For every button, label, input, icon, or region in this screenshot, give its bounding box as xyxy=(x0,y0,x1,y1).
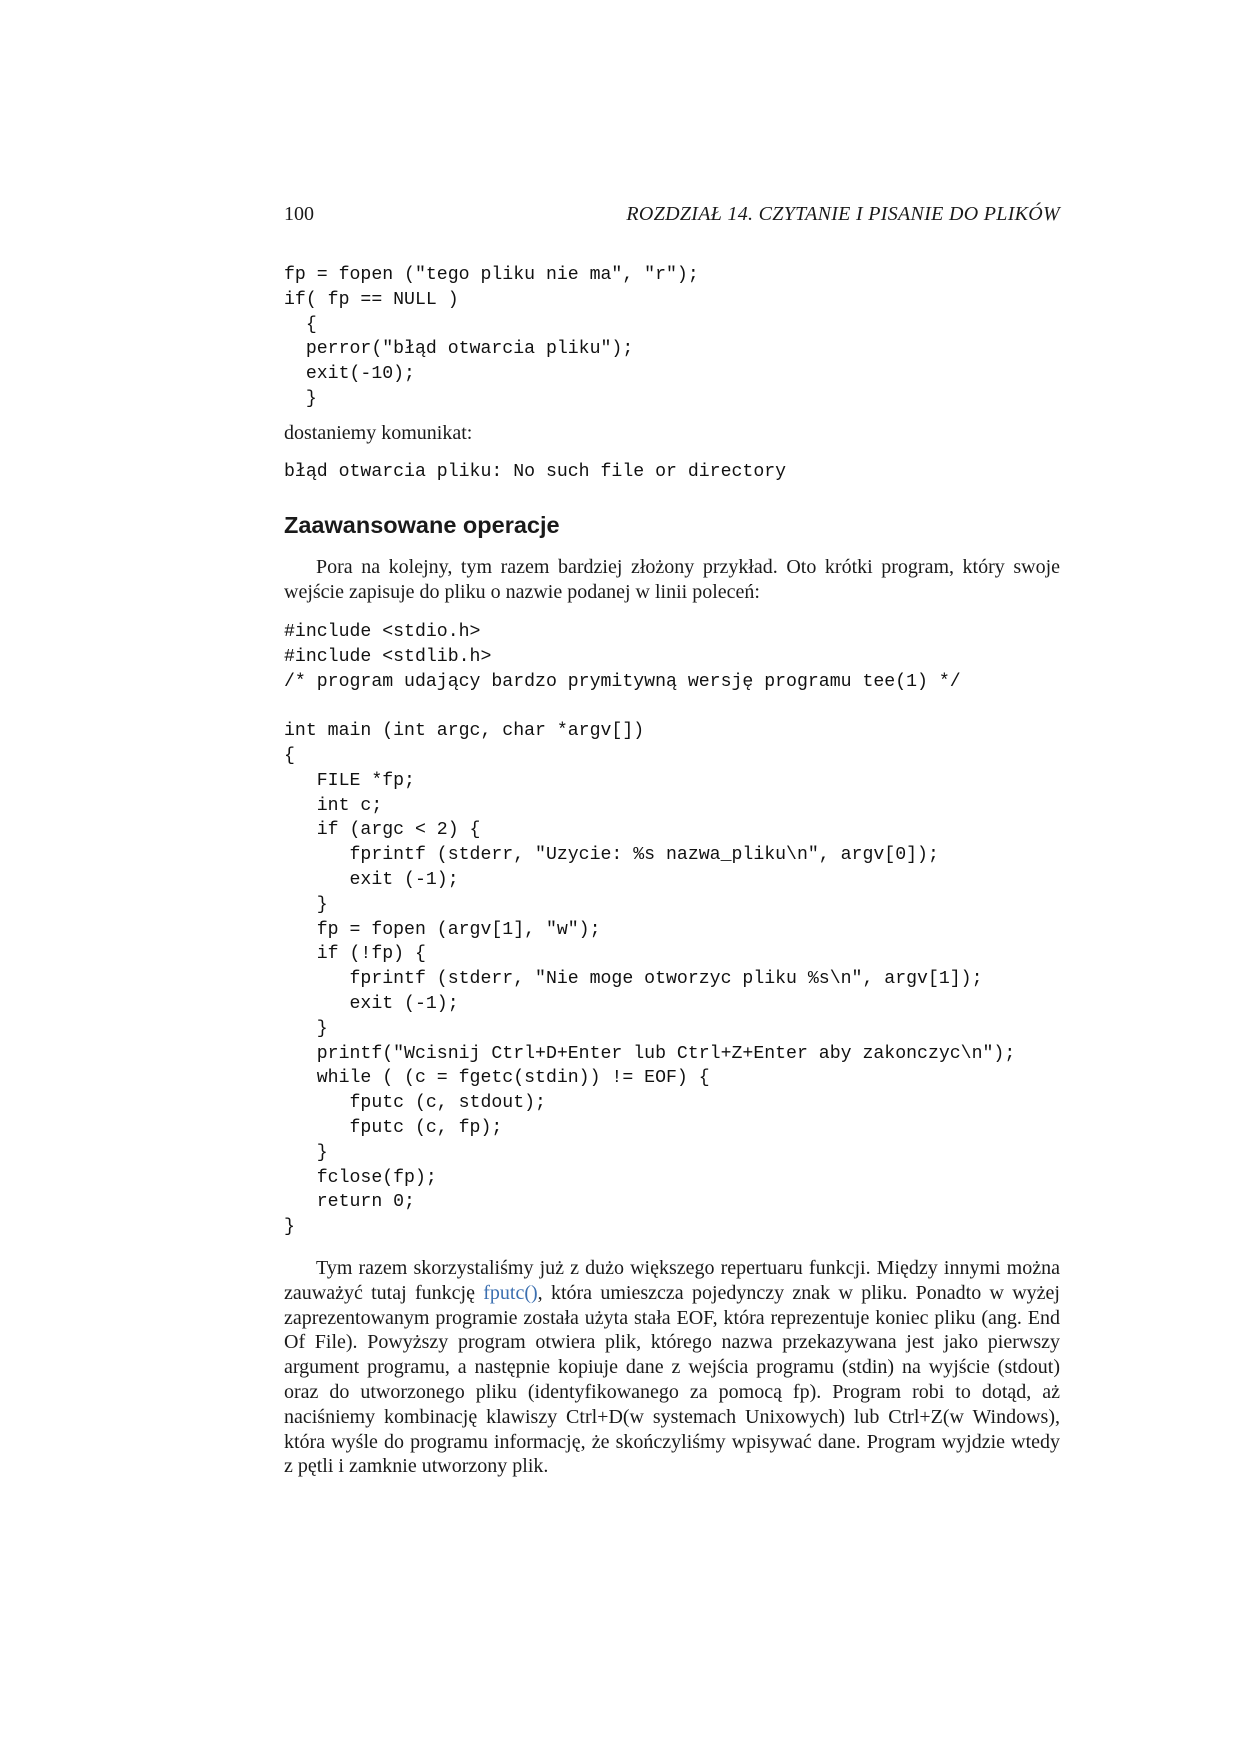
code-block-tee-program: #include <stdio.h> #include <stdlib.h> /* program udający bardzo prymitywną wersję programu tee(1) */ int main (int argc, char *argv[]) { FILE *fp; int c; if (argc < 2) { fprintf (stderr, "Uzycie: %s nazwa_pliku\n", argv[0]); exit (-1); } fp = fopen (argv[1], "w"); if (!fp) { fprintf (stderr, "Nie moge otworzyc pliku %s\n", argv[1]); exit (-1); } printf("Wcisnij Ctrl+D+Enter lub Ctrl+Z+Enter aby zakonczyc\n"); while ( (c = fgetc(stdin)) != EOF) { fputc (c, stdout); fputc (c, fp); } fclose(fp); return 0; } xyxy=(284,622,1016,1238)
fputc-link[interactable]: fputc() xyxy=(483,1281,538,1304)
paragraph-explanation xyxy=(284,1256,1060,1479)
paragraph-intro: Pora na kolejny, tym razem bardziej złożony przykład. Oto krótki program, który swoje wejście zapisuje do pliku o nazwie podanej w linii poleceń: xyxy=(284,556,1060,603)
error-output-line: błąd otwarcia pliku: No such file or directory xyxy=(284,462,787,482)
code-block-fopen-error: fp = fopen ("tego pliku nie ma", "r"); if( fp == NULL ) { perror("błąd otwarcia pliku"); exit(-10); } xyxy=(284,265,699,409)
intro-text: dostaniemy komunikat: xyxy=(284,422,473,444)
chapter-running-head: ROZDZIAŁ 14. CZYTANIE I PISANIE DO PLIKÓW xyxy=(626,203,1060,225)
paragraph-text-after-link: , która umieszcza pojedynczy znak w pliku. Ponadto w wyżej zaprezentowanym programie została użyta stała EOF, która reprezentuje koniec pliku (ang. End Of File). Powyższy program otwiera plik, którego nazwa przekazywana jest jako pierwszy argument programu, a następnie kopiuje dane z wejścia programu (stdin) na wyjście (stdout) oraz do utworzonego pliku (identyfikowanego za pomocą fp). Program robi to dotąd, aż naciśniemy kombinację klawiszy Ctrl+D(w systemach Unixowych) lub Ctrl+Z(w Windows), która wyśle do programu informację, że skończyliśmy wpisywać dane. Program wyjdzie wtedy z pętli i zamknie utworzony plik. xyxy=(284,1281,1060,1478)
page-number: 100 xyxy=(284,203,314,225)
section-title: Zaawansowane operacje xyxy=(284,512,560,538)
paragraph-text-before-link: Tym razem skorzystaliśmy już z dużo większego repertuaru funkcji. Między innymi można zauważyć tutaj funkcję xyxy=(284,1257,1060,1304)
